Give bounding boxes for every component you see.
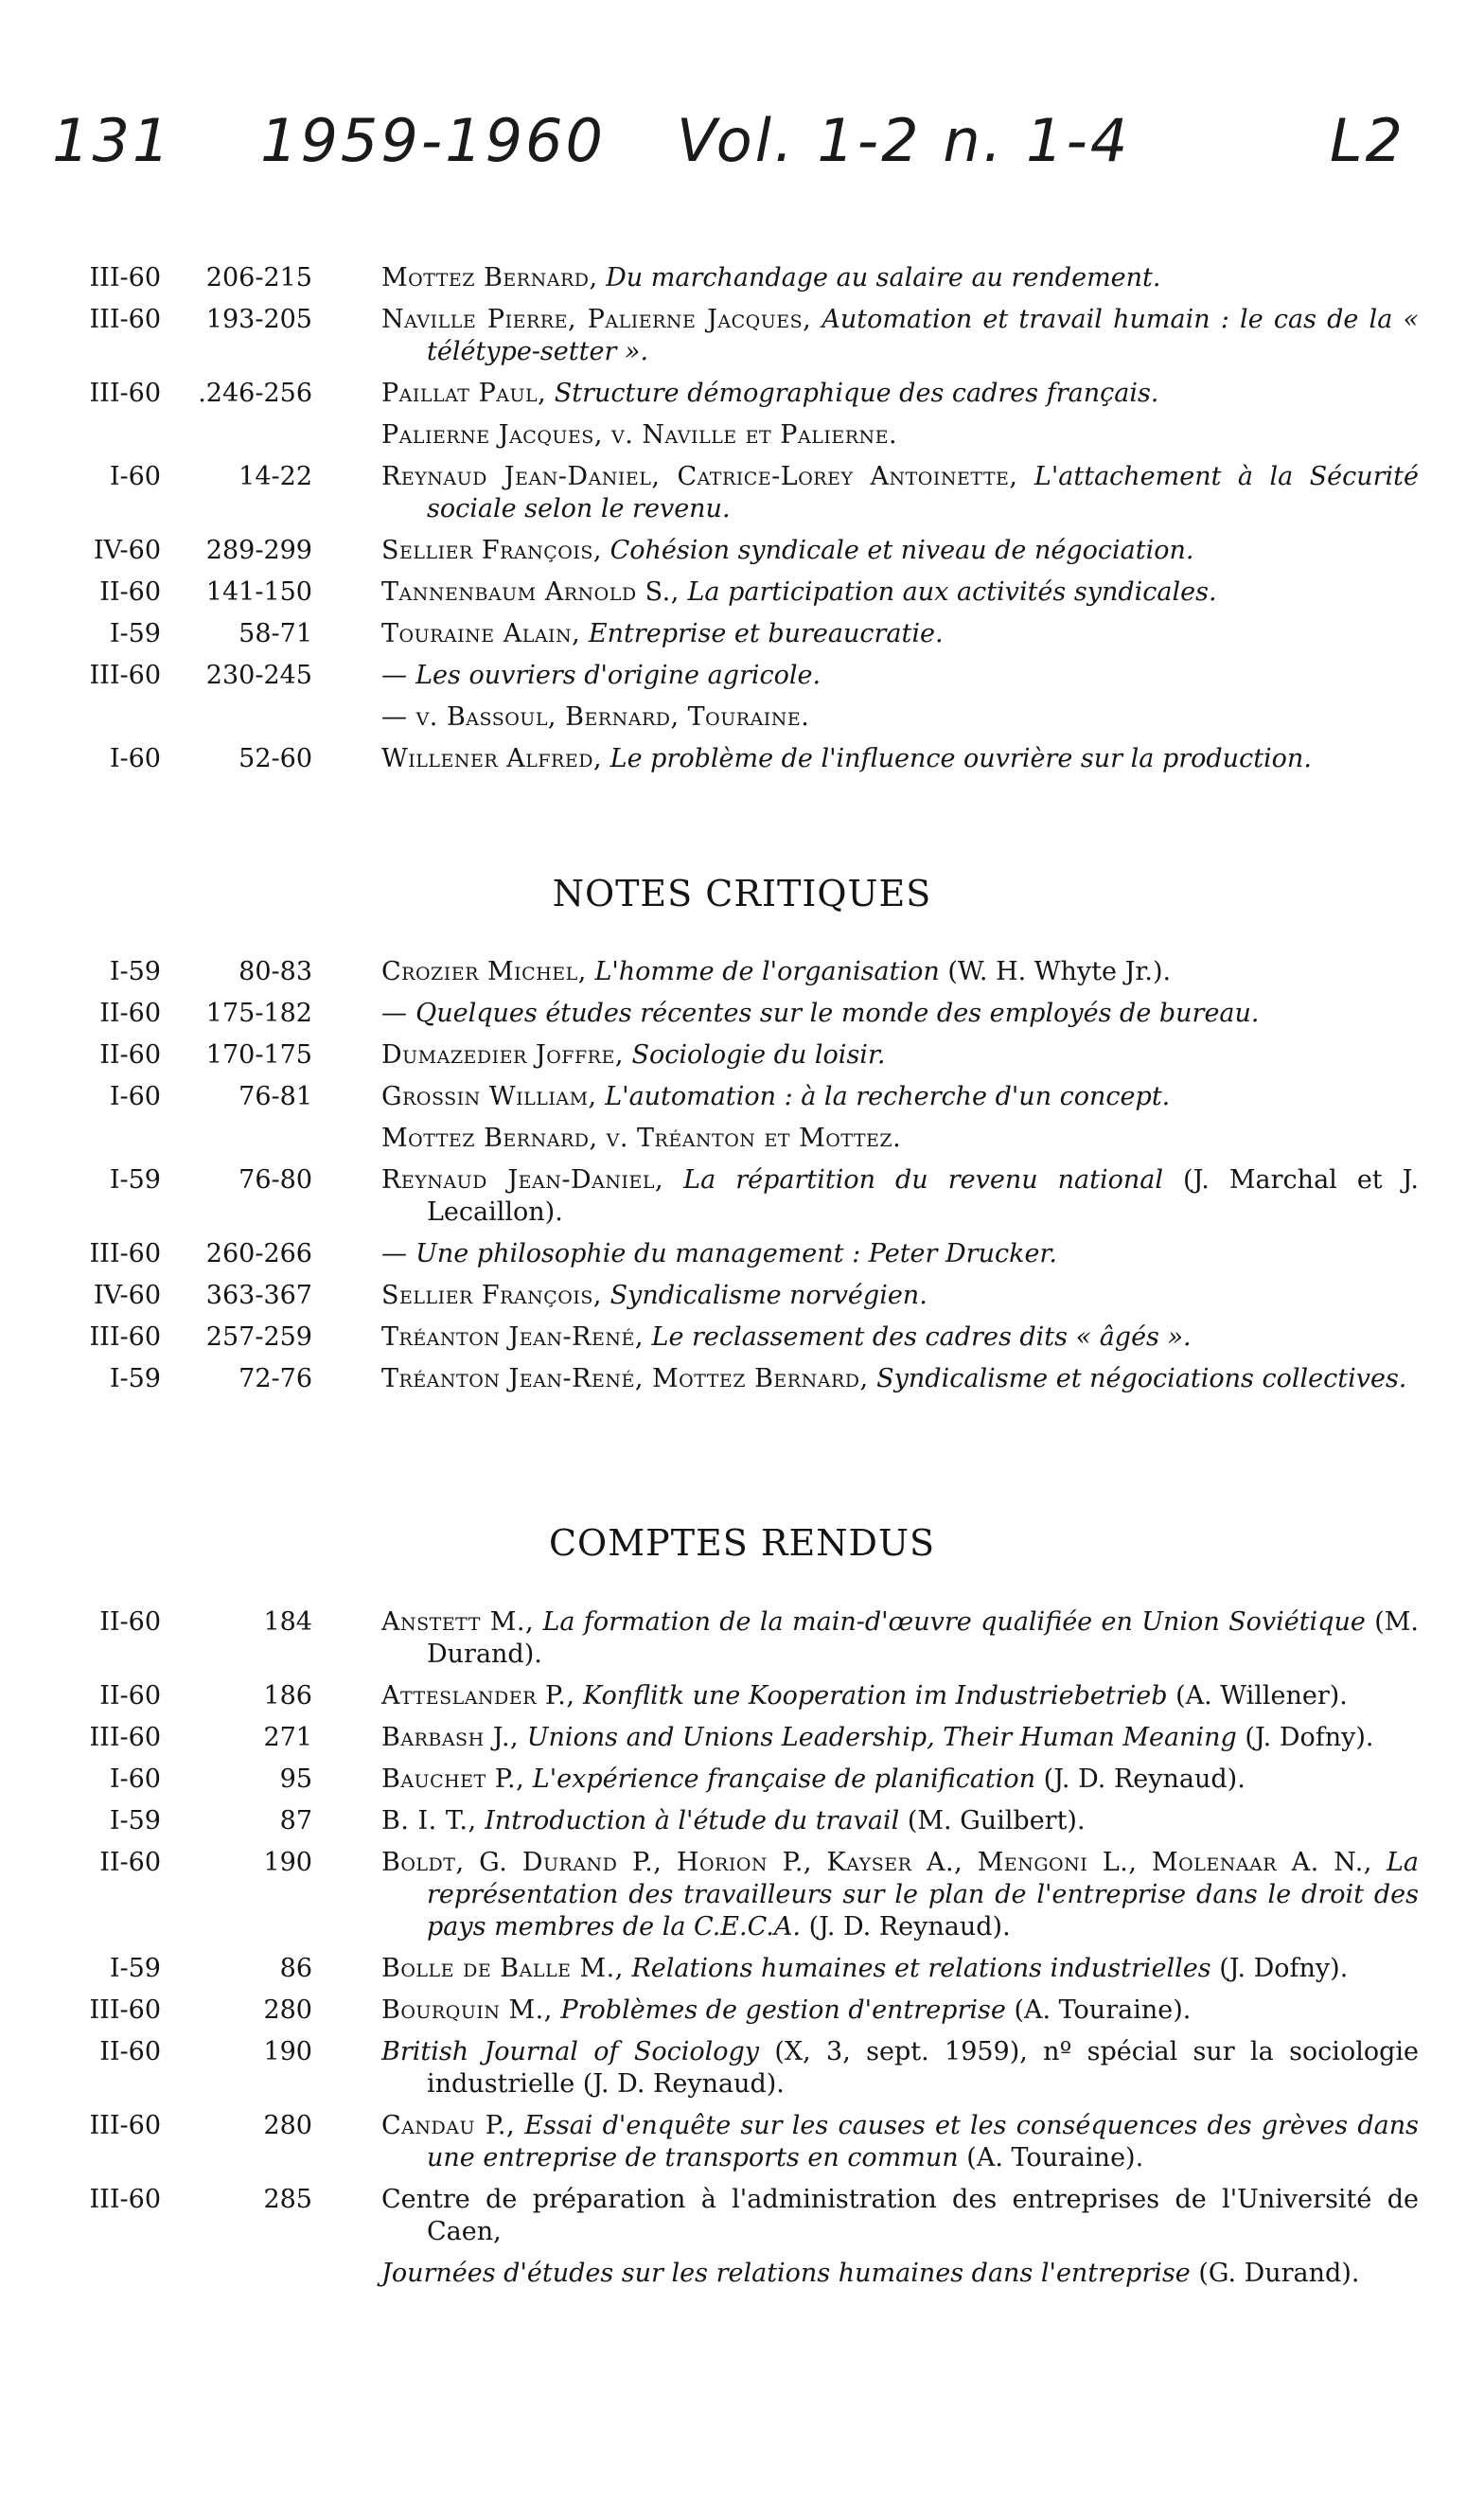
entry-pages: 14-22 [238, 462, 312, 491]
entry-rest: (M. Guilbert). [907, 1806, 1086, 1835]
entry-text [381, 1160, 1419, 1233]
entry-text [381, 2253, 1419, 2295]
bibliography-entry [0, 655, 1484, 697]
entry-author: — v. Bassoul, Bernard, Touraine. [381, 702, 810, 732]
entry-rest: (J. Dofny). [1219, 1954, 1349, 1983]
section-heading-comptes-rendus: COMPTES RENDUS [548, 1522, 936, 1564]
entry-issue: III-60 [89, 263, 161, 293]
entry-issue: II-60 [99, 1607, 161, 1637]
entry-title: Entreprise et bureaucratie. [588, 619, 944, 648]
bibliography-entry [0, 373, 1484, 415]
entry-pages: 184 [263, 1607, 312, 1637]
entry-text [381, 1602, 1419, 1676]
entry-pages: 186 [263, 1681, 312, 1711]
section-articles [0, 257, 1484, 780]
entry-rest: (J. D. Reynaud). [1043, 1764, 1246, 1794]
entry-text [381, 1233, 1419, 1275]
bibliography-entry [0, 2179, 1484, 2253]
entry-issue: I-59 [109, 1165, 161, 1195]
entry-title: Problèmes de gestion d'entreprise [560, 1995, 1006, 2025]
entry-author: Bauchet P., [381, 1764, 525, 1794]
entry-title: Konflitk une Kooperation im Industriebetrieb [583, 1681, 1168, 1711]
entry-pages: 175-182 [205, 999, 312, 1028]
bibliography-entry [0, 415, 1484, 456]
entry-pages: 285 [263, 2185, 312, 2214]
entry-author: — [381, 1239, 408, 1268]
entry-pages: 95 [279, 1764, 312, 1794]
handwritten-number: 131 [52, 106, 173, 175]
entry-pages: 87 [279, 1806, 312, 1835]
entry-author: Sellier François, [381, 536, 602, 565]
entry-text [381, 993, 1419, 1035]
entry-text [381, 738, 1419, 780]
entry-issue: III-60 [89, 2111, 161, 2140]
entry-title: La représentation des travailleurs sur le plan de l'entreprise dans le droit des pays membres de la C.E.C.A. [427, 1848, 1419, 1941]
entry-pages: 280 [263, 1995, 312, 2025]
bibliography-entry [0, 1118, 1484, 1160]
entry-issue: III-60 [89, 305, 161, 334]
bibliography-entry [0, 1948, 1484, 1990]
entry-author: Paillat Paul, [381, 379, 547, 408]
entry-title: Syndicalisme norvégien. [610, 1281, 928, 1310]
handwritten-volume: Vol. 1-2 n. 1-4 [677, 106, 1131, 175]
entry-author: Tréanton Jean-René, Mottez Bernard, [381, 1364, 869, 1393]
entry-rest: (J. Marchal et J. Lecaillon). [427, 1165, 1419, 1227]
entry-pages: 58-71 [238, 619, 312, 648]
entry-rest: (A. Touraine). [1014, 1995, 1192, 2025]
entry-author: Naville Pierre, Palierne Jacques, [381, 305, 812, 334]
entry-author: Reynaud Jean-Daniel, Catrice-Lorey Antoinette, [381, 462, 1018, 491]
entry-issue: I-60 [109, 1764, 161, 1794]
entry-text [381, 951, 1419, 993]
handwritten-annotation [52, 106, 1453, 191]
entry-issue: IV-60 [93, 1281, 161, 1310]
entry-rest: (M. Durand). [427, 1607, 1419, 1669]
entry-pages: 76-80 [238, 1165, 312, 1195]
entry-pages: 280 [263, 2111, 312, 2140]
section-heading-notes-critiques: NOTES CRITIQUES [552, 873, 932, 914]
entry-text [381, 1275, 1419, 1317]
entry-text [381, 1317, 1419, 1358]
section-comptes-rendus [0, 1602, 1484, 2295]
entry-text [381, 697, 1419, 738]
entry-title: Du marchandage au salaire au rendement. [606, 263, 1161, 293]
entry-rest: (J. D. Reynaud). [808, 1912, 1011, 1941]
entry-issue: III-60 [89, 1723, 161, 1752]
entry-text [381, 655, 1419, 697]
handwritten-years: 1959-1960 [260, 106, 606, 175]
bibliography-entry [0, 1842, 1484, 1948]
entry-title: Automation et travail humain : le cas de la « télétype-setter ». [427, 305, 1419, 366]
entry-title: Le reclassement des cadres dits « âgés ». [651, 1322, 1192, 1352]
entry-issue: I-59 [109, 1806, 161, 1835]
entry-issue: II-60 [99, 999, 161, 1028]
bibliography-entry [0, 613, 1484, 655]
entry-pages: 190 [263, 1848, 312, 1877]
entry-text [381, 456, 1419, 530]
entry-issue: III-60 [89, 2185, 161, 2214]
bibliography-entry [0, 572, 1484, 613]
bibliography-entry [0, 951, 1484, 993]
entry-title: Sociologie du loisir. [631, 1040, 886, 1070]
entry-title: La formation de la main-d'œuvre qualifiée en Union Soviétique [542, 1607, 1366, 1637]
entry-rest: (X, 3, sept. 1959), nº spécial sur la sociologie industrielle (J. D. Reynaud). [427, 2037, 1419, 2099]
entry-text [381, 1118, 1419, 1160]
entry-pages: 72-76 [238, 1364, 312, 1393]
entry-author: Bourquin M., [381, 1995, 553, 2025]
entry-rest: (W. H. Whyte Jr.). [947, 957, 1172, 986]
bibliography-entry [0, 299, 1484, 373]
entry-title: L'attachement à la Sécurité sociale selon le revenu. [427, 462, 1419, 523]
bibliography-entry [0, 1676, 1484, 1717]
entry-author: Bolle de Balle M., [381, 1954, 624, 1983]
entry-author: Barbash J., [381, 1723, 520, 1752]
entry-issue: III-60 [89, 661, 161, 690]
entry-pages: 52-60 [238, 744, 312, 773]
section-notes-critiques [0, 951, 1484, 1400]
entry-rest: (G. Durand). [1198, 2259, 1360, 2288]
bibliography-entry [0, 456, 1484, 530]
entry-issue: III-60 [89, 1322, 161, 1352]
entry-author: Sellier François, [381, 1281, 602, 1310]
entry-pages: 141-150 [205, 577, 312, 607]
entry-text [381, 1076, 1419, 1118]
entry-author: — [381, 661, 408, 690]
entry-title: Essai d'enquête sur les causes et les conséquences des grèves dans une entreprise de transports en commun [427, 2111, 1419, 2172]
entry-author: Mottez Bernard, v. Tréanton et Mottez. [381, 1124, 902, 1153]
entry-title: Les ouvriers d'origine agricole. [415, 661, 822, 690]
entry-pages: 193-205 [205, 305, 312, 334]
entry-title: Journées d'études sur les relations humaines dans l'entreprise [381, 2259, 1191, 2288]
entry-pages: 257-259 [205, 1322, 312, 1352]
entry-pages: 86 [279, 1954, 312, 1983]
entry-title: L'homme de l'organisation [594, 957, 940, 986]
entry-text [381, 2105, 1419, 2179]
entry-rest: (J. Dofny). [1245, 1723, 1374, 1752]
entry-issue: IV-60 [93, 536, 161, 565]
handwritten-code: L2 [1330, 106, 1405, 175]
entry-text [381, 1035, 1419, 1076]
entry-author: Dumazedier Joffre, [381, 1040, 624, 1070]
entry-title: Une philosophie du management : Peter Drucker. [415, 1239, 1057, 1268]
entry-rest: Centre de préparation à l'administration des entreprises de l'Université de Caen, [381, 2185, 1419, 2246]
bibliography-entry [0, 1233, 1484, 1275]
entry-text [381, 415, 1419, 456]
entry-title: Syndicalisme et négociations collectives. [876, 1364, 1407, 1393]
bibliography-entry [0, 2105, 1484, 2179]
entry-issue: II-60 [99, 1848, 161, 1877]
entry-text [381, 613, 1419, 655]
entry-title: Structure démographique des cadres français. [554, 379, 1159, 408]
entry-issue: III-60 [89, 1239, 161, 1268]
entry-text [381, 373, 1419, 415]
bibliography-entry [0, 1990, 1484, 2031]
entry-text [381, 1842, 1419, 1948]
entry-issue: I-59 [109, 1954, 161, 1983]
bibliography-entry [0, 1317, 1484, 1358]
entry-pages: 190 [263, 2037, 312, 2066]
bibliography-entry [0, 1275, 1484, 1317]
entry-author: Boldt, G. Durand P., Horion P., Kayser A., Mengoni L., Molenaar A. N., [381, 1848, 1372, 1877]
entry-text [381, 2031, 1419, 2105]
bibliography-entry [0, 2031, 1484, 2105]
entry-author: Tannenbaum Arnold S., [381, 577, 680, 607]
entry-author: Anstett M., [381, 1607, 535, 1637]
entry-author: Grossin William, [381, 1082, 597, 1111]
entry-author: Atteslander P., [381, 1681, 575, 1711]
entry-title: L'expérience française de planification [532, 1764, 1036, 1794]
bibliography-entry [0, 1076, 1484, 1118]
entry-issue: II-60 [99, 1681, 161, 1711]
entry-text [381, 1759, 1419, 1800]
entry-text [381, 1800, 1419, 1842]
entry-text [381, 299, 1419, 373]
entry-issue: I-60 [109, 1082, 161, 1111]
entry-pages: 271 [263, 1723, 312, 1752]
entry-title: Quelques études récentes sur le monde des employés de bureau. [415, 999, 1260, 1028]
bibliography-entry [0, 257, 1484, 299]
entry-issue: I-59 [109, 619, 161, 648]
entry-issue: II-60 [99, 2037, 161, 2066]
bibliography-entry [0, 1035, 1484, 1076]
entry-issue: III-60 [89, 379, 161, 408]
bibliography-entry [0, 1160, 1484, 1233]
bibliography-entry [0, 1717, 1484, 1759]
entry-issue: III-60 [89, 1995, 161, 2025]
entry-title: Relations humaines et relations industrielles [631, 1954, 1211, 1983]
entry-pages: 170-175 [205, 1040, 312, 1070]
bibliography-entry [0, 1358, 1484, 1400]
entry-text [381, 1990, 1419, 2031]
entry-text [381, 530, 1419, 572]
entry-author: Touraine Alain, [381, 619, 581, 648]
bibliography-entry [0, 1759, 1484, 1800]
entry-author: B. I. T., [381, 1806, 477, 1835]
entry-text [381, 1717, 1419, 1759]
entry-issue: I-59 [109, 957, 161, 986]
entry-pages: 76-81 [238, 1082, 312, 1111]
bibliography-entry [0, 2253, 1484, 2295]
entry-title: Cohésion syndicale et niveau de négociation. [610, 536, 1194, 565]
entry-pages: 363-367 [205, 1281, 312, 1310]
entry-author: Willener Alfred, [381, 744, 603, 773]
entry-rest: (A. Willener). [1175, 1681, 1348, 1711]
entry-author: Palierne Jacques, v. Naville et Palierne. [381, 420, 898, 450]
entry-issue: I-59 [109, 1364, 161, 1393]
entry-title: Unions and Unions Leadership, Their Human Meaning [526, 1723, 1237, 1752]
entry-text [381, 1676, 1419, 1717]
entry-text [381, 257, 1419, 299]
entry-author: Tréanton Jean-René, [381, 1322, 644, 1352]
entry-text [381, 572, 1419, 613]
entry-issue: I-60 [109, 744, 161, 773]
entry-author: — [381, 999, 408, 1028]
entry-pages: 206-215 [205, 263, 312, 293]
entry-author: Reynaud Jean-Daniel, [381, 1165, 664, 1195]
entry-pages: 230-245 [205, 661, 312, 690]
entry-title: British Journal of Sociology [381, 2037, 760, 2066]
entry-issue: II-60 [99, 577, 161, 607]
entry-issue: II-60 [99, 1040, 161, 1070]
bibliography-entry [0, 1602, 1484, 1676]
entry-rest: (A. Touraine). [966, 2143, 1144, 2172]
entry-title: La répartition du revenu national [683, 1165, 1163, 1195]
entry-author: Crozier Michel, [381, 957, 587, 986]
entry-text [381, 1948, 1419, 1990]
bibliography-entry [0, 738, 1484, 780]
bibliography-entry [0, 993, 1484, 1035]
bibliography-entry [0, 697, 1484, 738]
entry-text [381, 1358, 1419, 1400]
entry-title: La participation aux activités syndicales. [687, 577, 1217, 607]
entry-pages: 260-266 [205, 1239, 312, 1268]
entry-author: Mottez Bernard, [381, 263, 598, 293]
entry-text [381, 2179, 1419, 2253]
bibliography-entry [0, 530, 1484, 572]
entry-pages: 80-83 [238, 957, 312, 986]
entry-title: Le problème de l'influence ouvrière sur la production. [610, 744, 1312, 773]
entry-pages: .246-256 [198, 379, 312, 408]
entry-title: L'automation : à la recherche d'un concept. [605, 1082, 1171, 1111]
entry-title: Introduction à l'étude du travail [485, 1806, 900, 1835]
bibliography-entry [0, 1800, 1484, 1842]
entry-pages: 289-299 [205, 536, 312, 565]
entry-issue: I-60 [109, 462, 161, 491]
entry-author: Candau P., [381, 2111, 516, 2140]
